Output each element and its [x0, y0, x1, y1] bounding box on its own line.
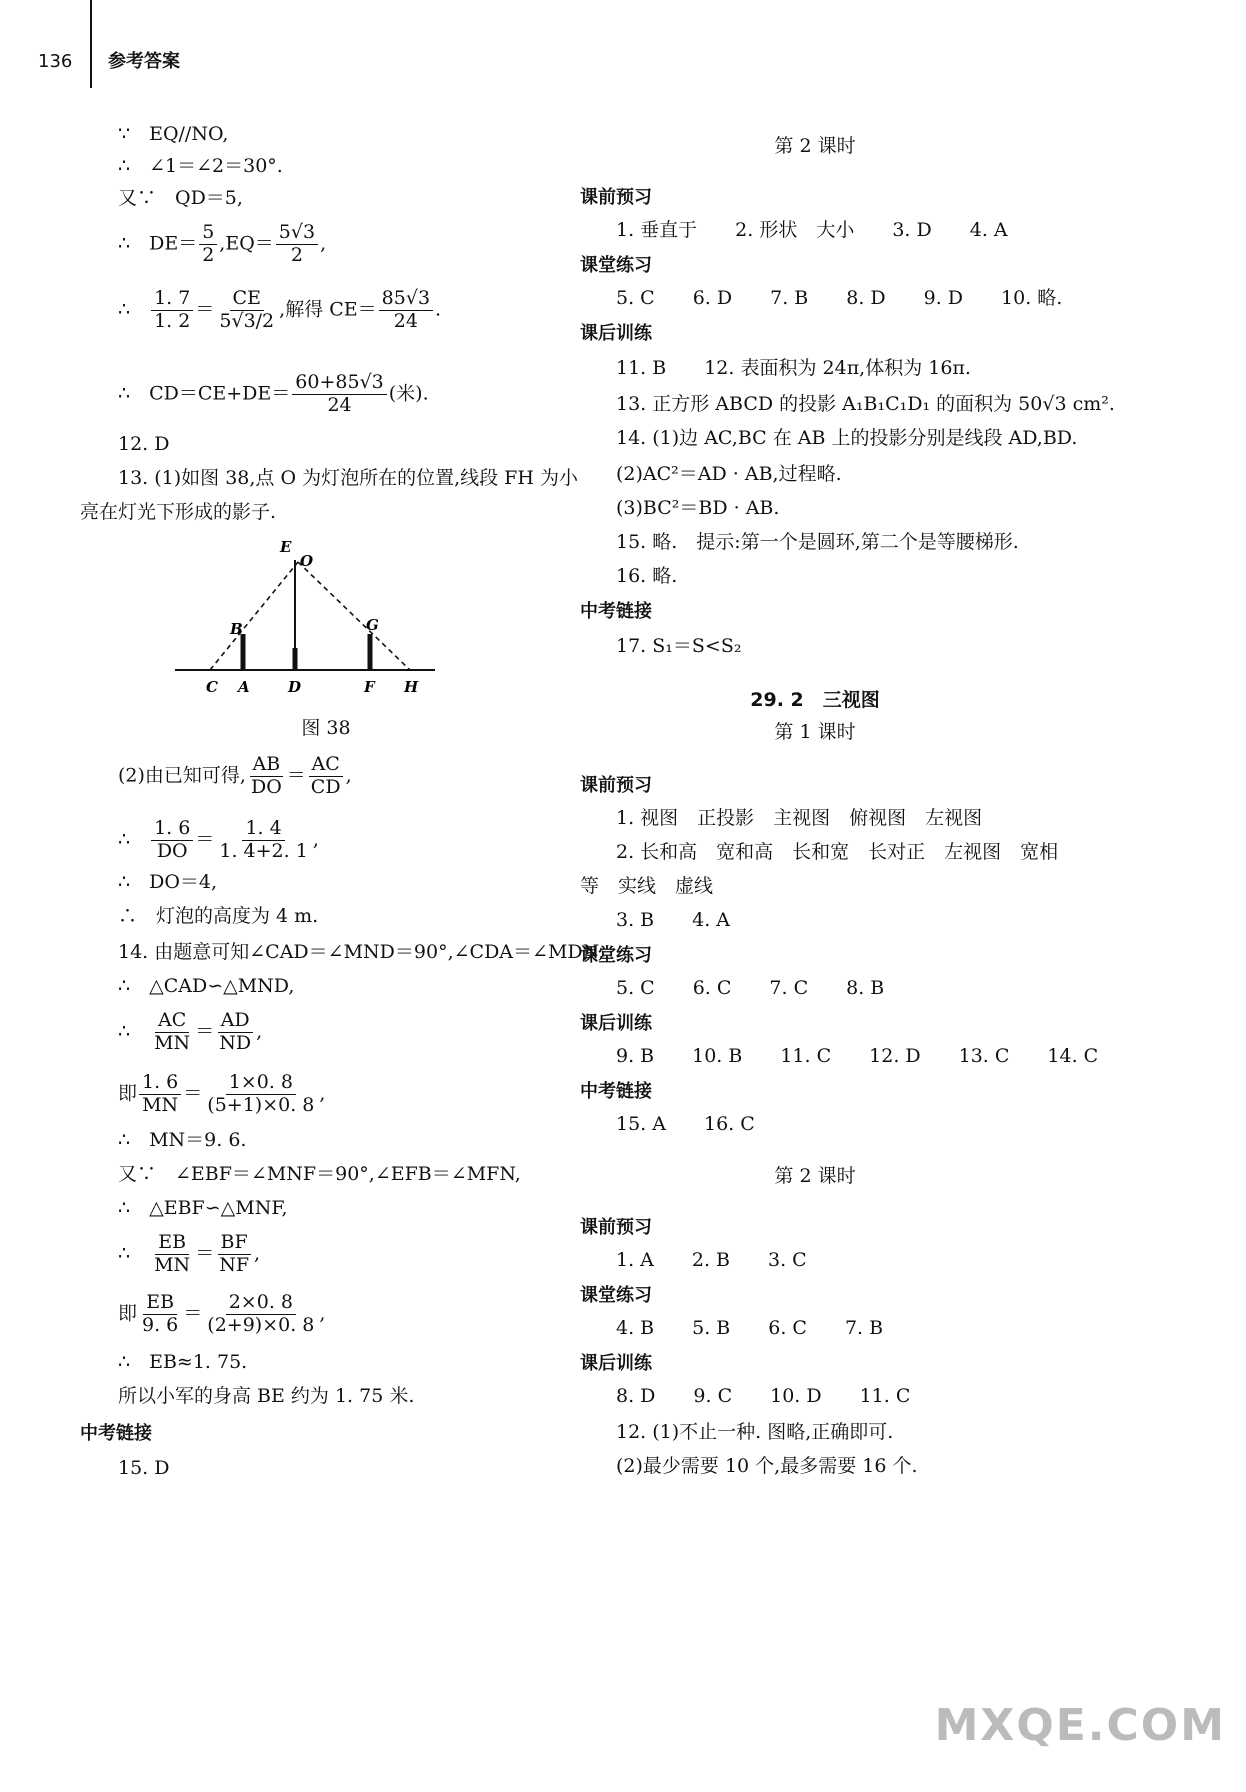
answers-row: 等 实线 虚线 [580, 875, 714, 897]
answer-14-2: (2)AC²＝AD · AB,过程略. [616, 463, 842, 485]
answers-row: 9. B 10. B 11. C 12. D 13. C 14. C [616, 1045, 1099, 1067]
section-heading: 课前预习 [580, 775, 652, 796]
line-angles: ∴ ∠1＝∠2＝30°. [118, 155, 283, 177]
fraction: $\frac{AC}{MN}$ [154, 1009, 191, 1054]
fraction: $\frac{85√3}{24}$ [379, 288, 433, 333]
fraction: $\frac{1. 6}{MN}$ [139, 1072, 181, 1117]
fraction: $\frac{1\times 0. 8}{(5+1)\times 0. 8}$ [207, 1071, 315, 1116]
line-ratio-values: ∴ $\frac{1. 6}{DO}$ ＝ $\frac{1. 4}{1. 4+2. 1}$ , [118, 817, 319, 862]
section-heading: 课堂练习 [580, 1285, 652, 1306]
line-qd: 又∵ QD＝5, [118, 187, 243, 209]
figure-caption: 图 38 [301, 717, 351, 739]
label-e: E [280, 538, 292, 556]
answers-row: 1. 垂直于 2. 形状 大小 3. D 4. A [616, 219, 1008, 241]
fraction: $\frac{BF}{NF}$ [219, 1231, 250, 1276]
light-ray-left [210, 562, 298, 670]
answer-12-1: 12. (1)不止一种. 图略,正确即可. [616, 1421, 894, 1443]
line-similar-1: ∴ △CAD∽△MND, [118, 975, 295, 997]
line-eb-mn: ∴ $\frac{EB}{MN}$ ＝ $\frac{BF}{NF}$ , [118, 1231, 261, 1276]
line-do: ∴ DO＝4, [118, 871, 218, 893]
fraction: $\frac{1. 6}{DO}$ [151, 818, 193, 863]
section-heading: 课堂练习 [580, 945, 652, 966]
line-similar-2: ∴ △EBF∽△MNF, [118, 1197, 288, 1219]
page-header-title: 参考答案 [108, 51, 180, 72]
figure-38 [170, 530, 490, 700]
watermark: MXQE.COM [934, 1700, 1226, 1751]
line-angles-2: 又∵ ∠EBF＝∠MNF＝90°,∠EFB＝∠MFN, [118, 1163, 521, 1185]
answers-row: 5. C 6. D 7. B 8. D 9. D 10. 略. [616, 287, 1063, 309]
light-ray-right [298, 562, 410, 670]
answer-16: 16. 略. [616, 565, 678, 587]
label-f: F [364, 678, 375, 696]
section-heading: 中考链接 [580, 1081, 652, 1102]
fraction: $\frac{60+85√3}{24}$ [292, 372, 386, 417]
lesson-title-2b: 第 2 课时 [774, 1165, 856, 1187]
line-mn-calc: 即 $\frac{1. 6}{MN}$ ＝ $\frac{1\times 0. 8}{(5+1)\times 0. 8}$ , [118, 1071, 326, 1116]
answer-12-2: (2)最少需要 10 个,最多需要 16 个. [616, 1455, 918, 1477]
fraction: $\frac{2\times 0. 8}{(2+9)\times 0. 8}$ [207, 1291, 315, 1336]
page-number: 136 [38, 51, 73, 72]
answers-row: 11. B 12. 表面积为 24π,体积为 16π. [616, 357, 971, 379]
label-a: A [238, 678, 250, 696]
answer-13: 13. 正方形 ABCD 的投影 A₁B₁C₁D₁ 的面积为 50√3 cm². [616, 393, 1115, 415]
answers-row: 1. A 2. B 3. C [616, 1249, 807, 1271]
answers-row: 1. 视图 正投影 主视图 俯视图 左视图 [616, 807, 983, 829]
answer-13-line2: 亮在灯光下形成的影子. [80, 501, 277, 523]
answer-14-line1: 14. 由题意可知∠CAD＝∠MND＝90°,∠CDA＝∠MDN, [118, 941, 605, 963]
section-title-three-views: 29. 2 三视图 [750, 689, 880, 711]
fraction: $\frac{AC}{CD}$ [308, 754, 344, 799]
line-de-eq: ∴ DE＝ $\frac{5}{2}$ ,EQ＝ $\frac{5√3}{2}$ , [118, 221, 327, 266]
answer-13-line1: 13. (1)如图 38,点 O 为灯泡所在的位置,线段 FH 为小 [118, 467, 578, 489]
line-cd-result: ∴ CD＝CE+DE＝ $\frac{60+85√3}{24}$ (米). [118, 371, 429, 416]
section-heading: 中考链接 [580, 601, 652, 622]
fraction: $\frac{EB}{9. 6}$ [142, 1291, 179, 1336]
section-heading: 课后训练 [580, 323, 652, 344]
fraction: $\frac{EB}{MN}$ [154, 1231, 191, 1276]
answers-row: 5. C 6. C 7. C 8. B [616, 977, 885, 999]
section-heading: 课后训练 [580, 1013, 652, 1034]
label-h: H [404, 678, 419, 696]
label-g: G [366, 616, 379, 634]
label-b: B [230, 620, 243, 638]
answer-14-1: 14. (1)边 AC,BC 在 AB 上的投影分别是线段 AD,BD. [616, 427, 1078, 449]
section-heading: 课堂练习 [580, 255, 652, 276]
header-rule [90, 0, 92, 88]
fraction: $\frac{1. 4}{1. 4+2. 1}$ [219, 817, 308, 862]
fraction: $\frac{CE}{5√3/2}$ [219, 287, 275, 332]
answer-14-3: (3)BC²＝BD · AB. [616, 497, 780, 519]
line-eb-calc: 即 $\frac{EB}{9. 6}$ ＝ $\frac{2\times 0. 8}{(2+9)\times 0. 8}$ , [118, 1291, 326, 1336]
answers-row: 3. B 4. A [616, 909, 731, 931]
line-height-result: 所以小军的身高 BE 约为 1. 75 米. [118, 1385, 415, 1407]
answers-row: 8. D 9. C 10. D 11. C [616, 1385, 911, 1407]
line-eq-parallel: ∵ EQ//NO, [118, 123, 229, 145]
label-o: O [300, 552, 314, 570]
line-eb: ∴ EB≈1. 75. [118, 1351, 248, 1373]
answer-15: 15. 略. 提示:第一个是圆环,第二个是等腰梯形. [616, 531, 1019, 553]
line-bulb-height: ∴ 灯泡的高度为 4 m. [118, 905, 319, 927]
line-ac-mn: ∴ $\frac{AC}{MN}$ ＝ $\frac{AD}{ND}$ , [118, 1009, 263, 1054]
section-heading: 课后训练 [580, 1353, 652, 1374]
line-ratio-given: (2)由已知可得, $\frac{AB}{DO}$ ＝ $\frac{AC}{CD}$ , [118, 753, 352, 798]
fraction: $\frac{5}{2}$ [199, 222, 217, 267]
answer-17: 17. S₁＝S<S₂ [616, 635, 742, 657]
answers-row: 4. B 5. B 6. C 7. B [616, 1317, 884, 1339]
label-d: D [288, 678, 302, 696]
section-heading-zhongkao: 中考链接 [80, 1423, 152, 1444]
section-heading: 课前预习 [580, 1217, 652, 1238]
fraction: $\frac{5√3}{2}$ [276, 222, 318, 267]
fraction: $\frac{AB}{DO}$ [250, 753, 282, 798]
answer-15: 15. D [118, 1457, 170, 1479]
section-heading: 课前预习 [580, 187, 652, 208]
label-c: C [206, 678, 218, 696]
line-mn: ∴ MN＝9. 6. [118, 1129, 247, 1151]
fraction: $\frac{AD}{ND}$ [219, 1009, 252, 1054]
answers-row: 2. 长和高 宽和高 长和宽 长对正 左视图 宽相 [616, 841, 1059, 863]
lesson-title-2: 第 2 课时 [774, 135, 856, 157]
answers-row: 15. A 16. C [616, 1113, 755, 1135]
lesson-title-1: 第 1 课时 [774, 721, 856, 743]
line-ce-solve: ∴ $\frac{1. 7}{1. 2}$ ＝ $\frac{CE}{5√3/2}$ ,解得 CE＝ $\frac{85√3}{24}$ . [118, 287, 442, 332]
fraction: $\frac{1. 7}{1. 2}$ [151, 288, 193, 333]
answer-12: 12. D [118, 433, 170, 455]
